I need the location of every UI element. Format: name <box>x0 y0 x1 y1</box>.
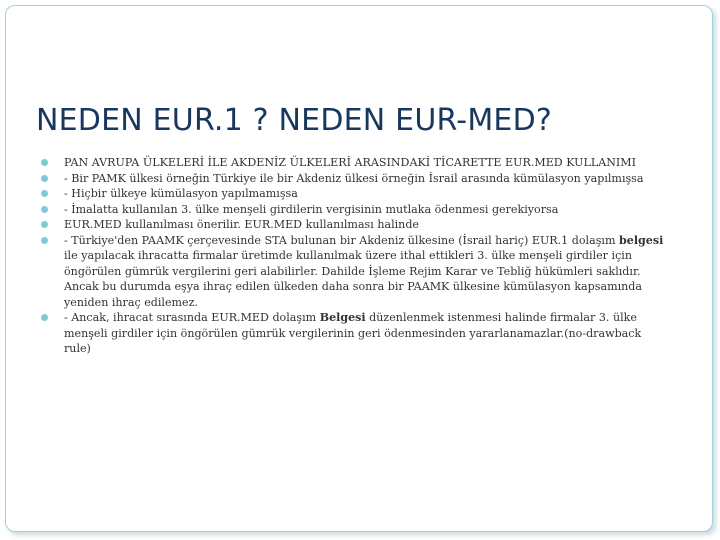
bullet-text-part: - Ancak, ihracat sırasında EUR.MED dolaşım <box>64 311 320 324</box>
bullet-dot-icon <box>41 159 48 166</box>
list-item <box>38 186 670 202</box>
bullet-dot-icon <box>41 237 48 244</box>
bullet-bold-word: belgesi <box>619 233 664 247</box>
bullet-text-part: düzenlenmek istenmesi halinde firmalar 3. ülke menşeli girdiler için öngörülen gümrük vergilerinin geri ödenmesinden yararlanamazlar.(no-drawback rule) <box>64 311 642 355</box>
bullet-dot-icon <box>41 314 48 321</box>
bullet-text: - Hiçbir ülkeye kümülasyon yapılmamışsa <box>64 187 298 200</box>
bullet-text: PAN AVRUPA ÜLKELERİ İLE AKDENİZ ÜLKELERİ ARASINDAKİ TİCARETTE EUR.MED KULLANIMI <box>64 156 637 169</box>
bullet-text: - İmalatta kullanılan 3. ülke menşeli girdilerin vergisinin mutlaka ödenmesi gerekiyorsa <box>64 202 559 216</box>
list-item <box>38 310 670 357</box>
bullet-dot-icon <box>41 175 48 182</box>
list-item <box>38 217 670 233</box>
list-item <box>38 155 670 171</box>
bullet-dot-icon <box>41 221 48 228</box>
list-item <box>38 233 670 311</box>
bullet-dot-icon <box>41 190 48 197</box>
bullet-bold-word: Belgesi <box>319 311 366 324</box>
bullet-text: - Bir PAMK ülkesi örneğin Türkiye ile bir Akdeniz ülkesi örneğin İsrail arasında kümülasyon yapılmışsa <box>64 171 644 185</box>
bullet-dot-icon <box>41 206 48 213</box>
slide-title: NEDEN EUR.1 ? NEDEN EUR-MED? <box>36 103 552 138</box>
bullet-list <box>38 155 670 357</box>
bullet-text-part: - Türkiye'den PAAMK çerçevesinde STA bulunan bir Akdeniz ülkesine (İsrail hariç) EUR.1 dolaşım <box>64 233 619 247</box>
bullet-text: EUR.MED kullanılması önerilir. EUR.MED kullanılması halinde <box>64 218 419 231</box>
list-item <box>38 171 670 187</box>
bullet-text-part: ile yapılacak ihracatta firmalar üretimde kullanılmak üzere ithal ettikleri 3. ülke menşeli girdiler için öngörülen gümrük vergilerini geri alabilirler. Dahilde İşleme Rejim Karar ve Tebliğ hükümleri saklıdır. Ancak bu durumda eşya ihraç edilen ülkeden daha sonra bir PAAMK ülkesine kümülasyon kapsamında yeniden ihraç edilemez. <box>64 249 643 309</box>
list-item <box>38 202 670 218</box>
